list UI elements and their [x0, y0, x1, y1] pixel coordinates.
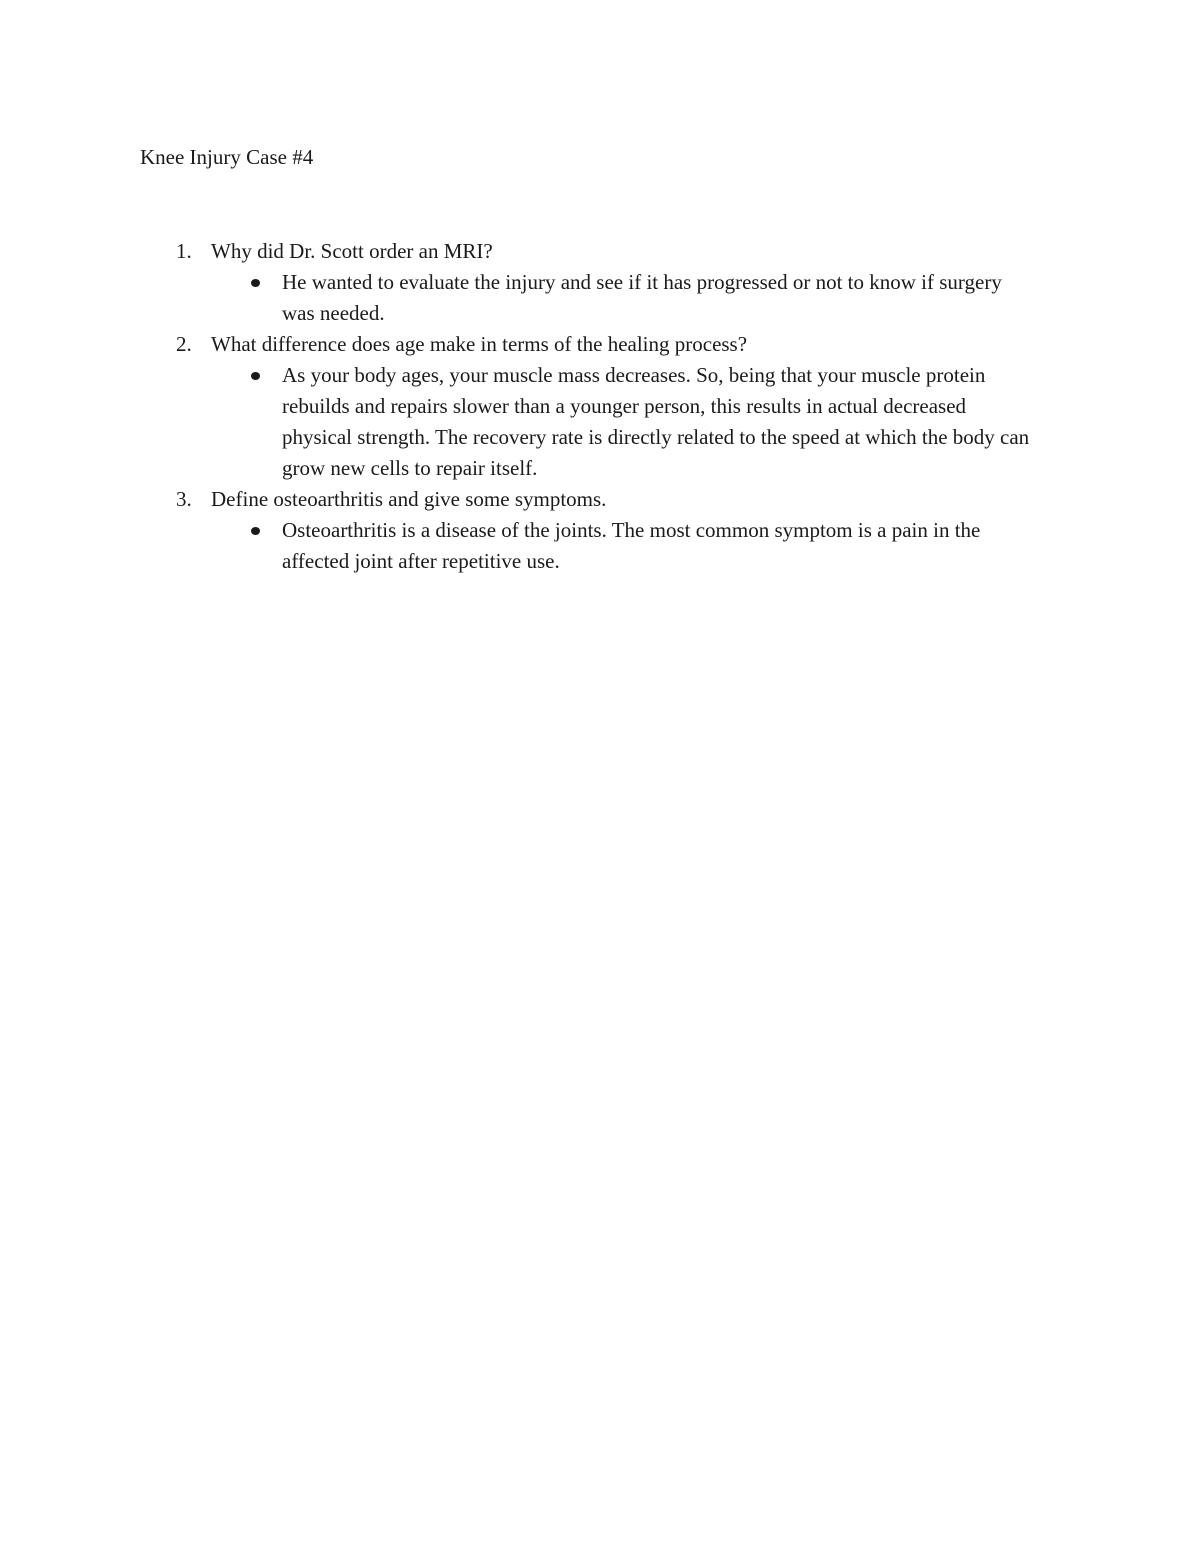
- question-number: 2.: [176, 332, 192, 356]
- answer-list: [140, 360, 1040, 484]
- question-text: What difference does age make in terms of the healing process?: [211, 332, 748, 356]
- answer-list: [140, 515, 1040, 577]
- question-number: 3.: [176, 487, 192, 511]
- question-text: Define osteoarthritis and give some symptoms.: [211, 487, 607, 511]
- bullet-icon: [251, 527, 260, 535]
- answer-list: [140, 267, 1040, 329]
- question-row: [140, 484, 1040, 515]
- question-item: [140, 236, 1040, 329]
- question-item: [140, 329, 1040, 484]
- question-row: [140, 236, 1040, 267]
- document-title: Knee Injury Case #4: [140, 145, 314, 169]
- answer-item: [140, 360, 1032, 484]
- question-number: 1.: [176, 239, 192, 263]
- question-row: [140, 329, 1040, 360]
- answer-text: He wanted to evaluate the injury and see if it has progressed or not to know if surgery was needed.: [282, 270, 1002, 325]
- answer-item: [140, 267, 1032, 329]
- bullet-icon: [251, 372, 260, 380]
- question-item: [140, 484, 1040, 577]
- question-list: [140, 236, 1040, 577]
- answer-item: [140, 515, 1032, 577]
- answer-text: Osteoarthritis is a disease of the joints. The most common symptom is a pain in the affected joint after repetitive use.: [282, 518, 981, 573]
- bullet-icon: [251, 279, 260, 287]
- question-text: Why did Dr. Scott order an MRI?: [211, 239, 493, 263]
- answer-text: As your body ages, your muscle mass decreases. So, being that your muscle protein rebuilds and repairs slower than a younger person, this results in actual decreased physical strength. The recovery rate is directly related to the speed at which the body can grow new cells to repair itself.: [282, 363, 1030, 480]
